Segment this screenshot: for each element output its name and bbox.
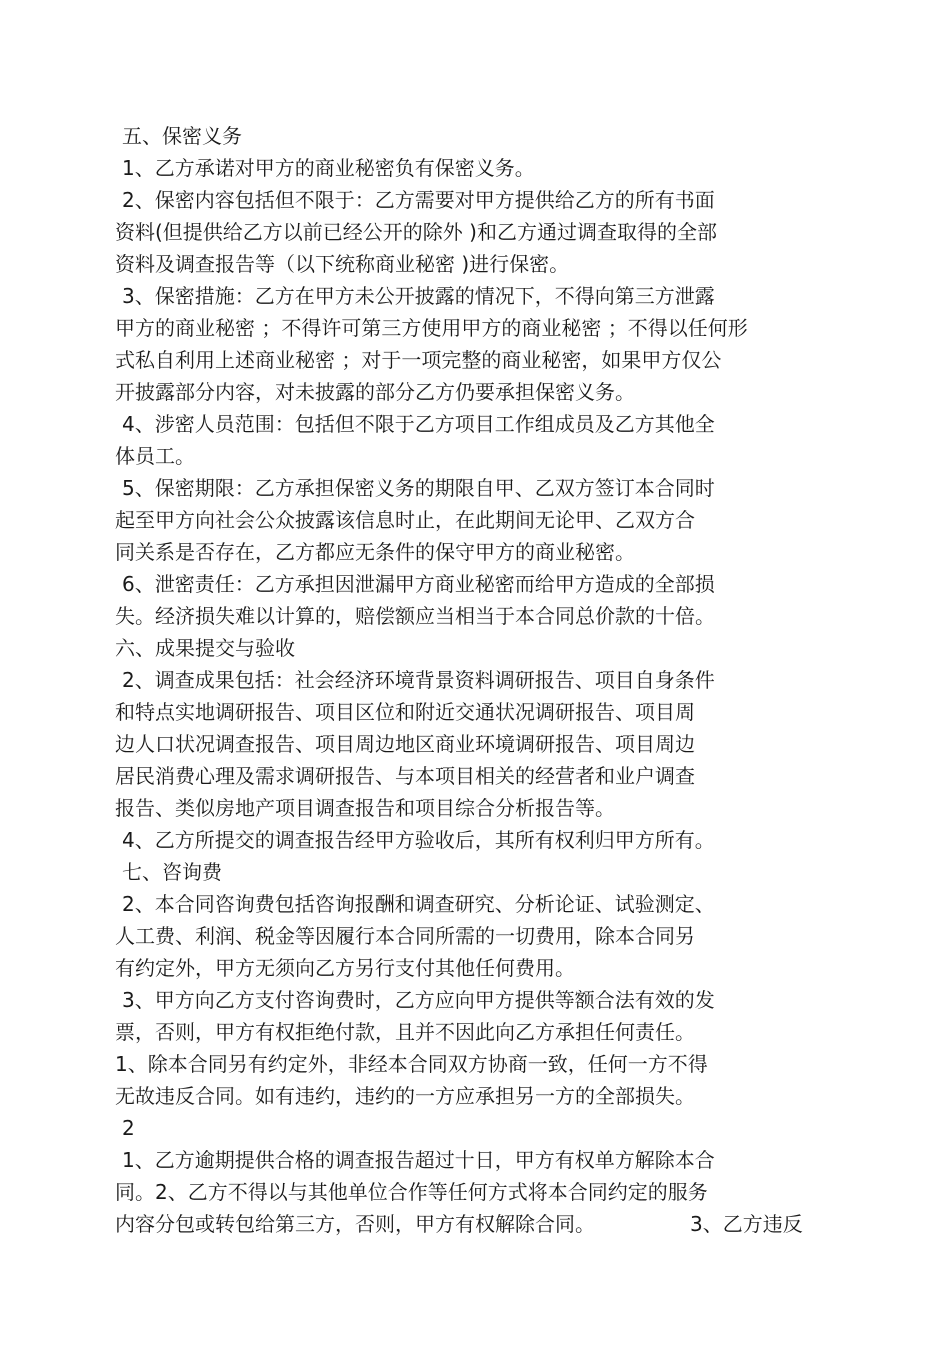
text-line: 体员工。 — [115, 444, 195, 468]
paragraph-line — [0, 568, 950, 600]
text-line: 1、乙方承诺对甲方的商业秘密负有保密义务。 — [122, 156, 535, 180]
text-line: 起至甲方向社会公众披露该信息时止，在此期间无论甲、乙双方合 — [115, 508, 695, 532]
text-line: 4、涉密人员范围：包括但不限于乙方项目工作组成员及乙方其他全 — [122, 412, 715, 436]
text-line: 有约定外，甲方无须向乙方另行支付其他任何费用。 — [115, 956, 575, 980]
paragraph-line — [0, 952, 950, 984]
paragraph-line — [0, 280, 950, 312]
text-line: 同。2、乙方不得以与其他单位合作等任何方式将本合同约定的服务 — [115, 1180, 708, 1204]
text-line: 开披露部分内容，对未披露的部分乙方仍要承担保密义务。 — [115, 380, 635, 404]
text-line: 2、本合同咨询费包括咨询报酬和调查研究、分析论证、试验测定、 — [122, 892, 715, 916]
section-heading-5 — [0, 120, 950, 152]
text-line: 无故违反合同。如有违约，违约的一方应承担另一方的全部损失。 — [115, 1084, 695, 1108]
paragraph-line — [0, 440, 950, 472]
paragraph-line — [0, 888, 950, 920]
paragraph-line — [0, 312, 950, 344]
paragraph-line — [0, 216, 950, 248]
paragraph-line — [0, 248, 950, 280]
paragraph-line — [0, 1080, 950, 1112]
paragraph-line — [0, 152, 950, 184]
text-line: 2、调查成果包括：社会经济环境背景资料调研报告、项目自身条件 — [122, 668, 715, 692]
text-line: 和特点实地调研报告、项目区位和附近交通状况调研报告、项目周 — [115, 700, 695, 724]
paragraph-line — [0, 600, 950, 632]
text-line: 边人口状况调查报告、项目周边地区商业环境调研报告、项目周边 — [115, 732, 695, 756]
paragraph-line — [0, 408, 950, 440]
text-line: 式私自利用上述商业秘密 ；对于一项完整的商业秘密，如果甲方仅公 — [115, 348, 722, 372]
text-line: 人工费、利润、税金等因履行本合同所需的一切费用，除本合同另 — [115, 924, 695, 948]
text-line: 2、保密内容包括但不限于：乙方需要对甲方提供给乙方的所有书面 — [122, 188, 715, 212]
paragraph-line — [0, 536, 950, 568]
paragraph-line — [0, 1016, 950, 1048]
paragraph-line — [0, 696, 950, 728]
text-line: 报告、类似房地产项目调查报告和项目综合分析报告等。 — [115, 796, 615, 820]
paragraph-line — [0, 504, 950, 536]
paragraph-line — [0, 760, 950, 792]
paragraph-line — [0, 1176, 950, 1208]
section-number — [0, 1112, 950, 1144]
paragraph-line — [0, 728, 950, 760]
text-line: 居民消费心理及需求调研报告、与本项目相关的经营者和业户调查 — [115, 764, 695, 788]
paragraph-line — [0, 344, 950, 376]
paragraph-line — [0, 920, 950, 952]
text-line: 2 — [122, 1116, 135, 1140]
text-line: 六、成果提交与验收 — [115, 636, 295, 660]
text-line-continuation: 3、乙方违反 — [690, 1212, 803, 1236]
text-line: 资料及调查报告等（以下统称商业秘密 )进行保密。 — [115, 252, 570, 276]
text-line: 七、咨询费 — [122, 860, 222, 884]
paragraph-line — [0, 1208, 950, 1240]
text-line: 失。经济损失难以计算的，赔偿额应当相当于本合同总价款的十倍。 — [115, 604, 715, 628]
text-line: 3、保密措施：乙方在甲方未公开披露的情况下，不得向第三方泄露 — [122, 284, 715, 308]
paragraph-line — [0, 376, 950, 408]
text-line: 5、保密期限：乙方承担保密义务的期限自甲、乙双方签订本合同时 — [122, 476, 715, 500]
paragraph-line — [0, 792, 950, 824]
text-line: 3、甲方向乙方支付咨询费时，乙方应向甲方提供等额合法有效的发 — [122, 988, 715, 1012]
document-body — [0, 120, 950, 1240]
text-line: 1、除本合同另有约定外，非经本合同双方协商一致，任何一方不得 — [115, 1052, 708, 1076]
paragraph-line — [0, 1048, 950, 1080]
section-heading-6 — [0, 632, 950, 664]
text-line: 票，否则，甲方有权拒绝付款，且并不因此向乙方承担任何责任。 — [115, 1020, 695, 1044]
text-line: 五、保密义务 — [122, 124, 242, 148]
text-line: 甲方的商业秘密 ；不得许可第三方使用甲方的商业秘密 ；不得以任何形 — [115, 316, 748, 340]
paragraph-line — [0, 824, 950, 856]
text-line: 6、泄密责任：乙方承担因泄漏甲方商业秘密而给甲方造成的全部损 — [122, 572, 715, 596]
paragraph-line — [0, 664, 950, 696]
paragraph-line — [0, 1144, 950, 1176]
paragraph-line — [0, 472, 950, 504]
text-line: 4、乙方所提交的调查报告经甲方验收后，其所有权利归甲方所有。 — [122, 828, 715, 852]
text-line: 1、乙方逾期提供合格的调查报告超过十日，甲方有权单方解除本合 — [122, 1148, 715, 1172]
text-line: 同关系是否存在，乙方都应无条件的保守甲方的商业秘密。 — [115, 540, 635, 564]
section-heading-7 — [0, 856, 950, 888]
paragraph-line — [0, 184, 950, 216]
paragraph-line — [0, 984, 950, 1016]
text-line: 内容分包或转包给第三方，否则，甲方有权解除合同。 — [115, 1212, 595, 1236]
text-line: 资料(但提供给乙方以前已经公开的除外 )和乙方通过调查取得的全部 — [115, 220, 717, 244]
